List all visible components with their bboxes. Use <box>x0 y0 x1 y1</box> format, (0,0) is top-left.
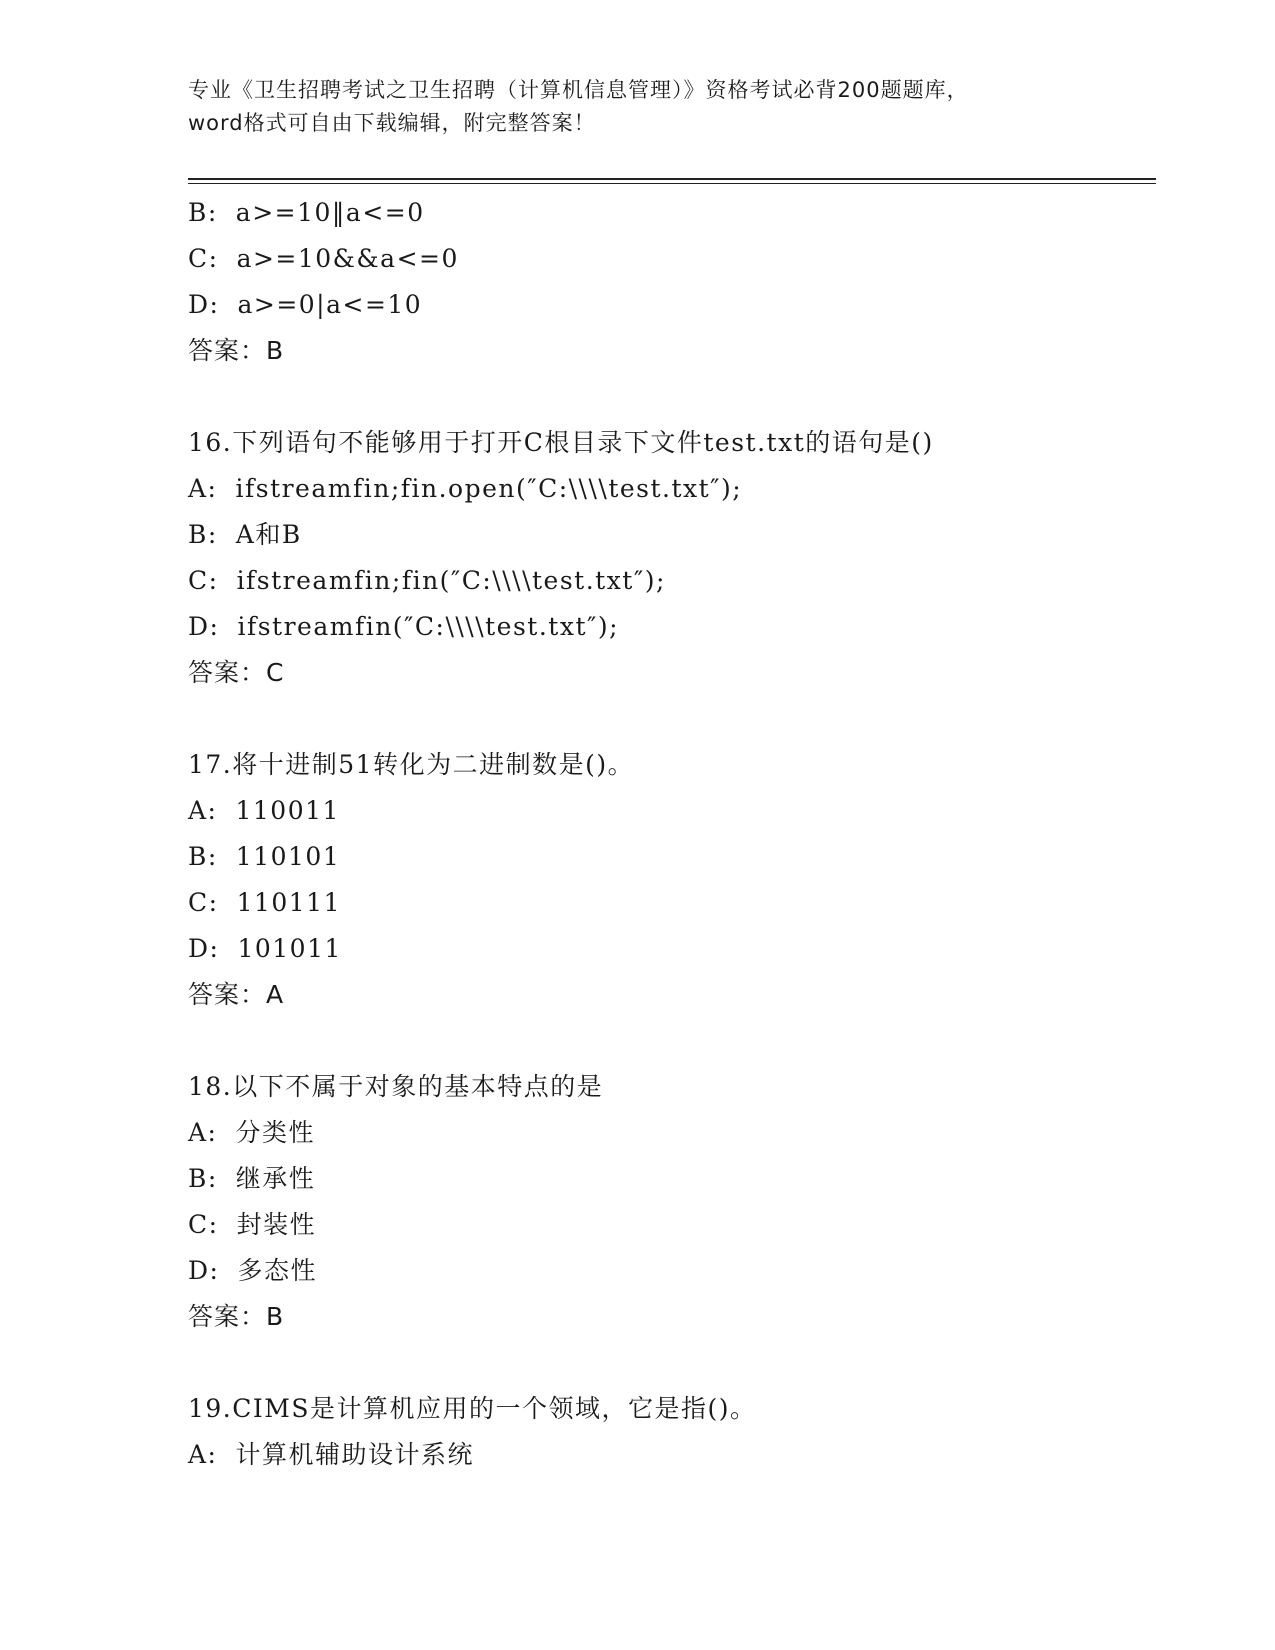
question-stem: 18.以下不属于对象的基本特点的是 <box>188 1072 604 1101</box>
option-line <box>188 880 1148 926</box>
option-label: A: <box>188 796 218 825</box>
option-line <box>188 282 1148 328</box>
option-text: ifstreamfin;fin(″C:\\\\test.txt″); <box>236 566 666 595</box>
header-divider-top <box>188 178 1156 180</box>
option-text: 110101 <box>235 842 341 871</box>
option-line <box>188 1156 1148 1202</box>
option-text: 多态性 <box>237 1256 317 1285</box>
option-line <box>188 788 1148 834</box>
option-line <box>188 190 1148 236</box>
answer-line: 答案：B <box>188 336 285 365</box>
option-label: B: <box>188 1164 218 1193</box>
option-label: D: <box>188 1256 220 1285</box>
option-label: C: <box>188 244 219 273</box>
option-line <box>188 1202 1148 1248</box>
answer-line: 答案：A <box>188 980 285 1009</box>
header-divider-bottom <box>188 183 1156 184</box>
answer-line: 答案：B <box>188 1302 285 1331</box>
answer-line: 答案：C <box>188 658 285 687</box>
option-line <box>188 558 1148 604</box>
option-text: 110011 <box>235 796 340 825</box>
question-content <box>188 190 1148 1478</box>
document-header <box>188 74 1088 140</box>
option-text: 继承性 <box>235 1164 316 1193</box>
option-label: A: <box>188 1118 218 1147</box>
option-label: B: <box>188 198 218 227</box>
option-text: 分类性 <box>235 1118 315 1147</box>
option-line <box>188 604 1148 650</box>
header-line-1: 专业《卫生招聘考试之卫生招聘（计算机信息管理）》资格考试必背200题题库， <box>188 78 969 102</box>
option-text: ifstreamfin(″C:\\\\test.txt″); <box>237 612 620 641</box>
option-label: D: <box>188 934 220 963</box>
option-line <box>188 834 1148 880</box>
option-label: C: <box>188 566 219 595</box>
option-label: D: <box>188 612 220 641</box>
option-label: C: <box>188 1210 219 1239</box>
question-stem: 16.下列语句不能够用于打开C根目录下文件test.txt的语句是() <box>188 428 934 457</box>
option-text: A和B <box>235 520 302 549</box>
option-label: B: <box>188 842 218 871</box>
option-label: D: <box>188 290 220 319</box>
header-line-2: word格式可自由下载编辑，附完整答案！ <box>188 111 596 135</box>
option-text: a>=10&&a<=0 <box>236 244 459 273</box>
option-label: A: <box>188 474 218 503</box>
option-label: B: <box>188 520 218 549</box>
question-stem: 19.CIMS是计算机应用的一个领域，它是指()。 <box>188 1394 757 1423</box>
option-text: 封装性 <box>236 1210 317 1239</box>
option-line <box>188 466 1148 512</box>
option-text: 101011 <box>237 934 342 963</box>
option-line <box>188 926 1148 972</box>
option-text: 110111 <box>236 888 341 917</box>
option-text: 计算机辅助设计系统 <box>235 1440 474 1469</box>
option-text: ifstreamfin;fin.open(″C:\\\\test.txt″); <box>235 474 743 503</box>
option-label: A: <box>188 1440 218 1469</box>
option-line <box>188 236 1148 282</box>
option-label: C: <box>188 888 219 917</box>
option-text: a>=0|a<=10 <box>237 290 423 319</box>
option-text: a>=10‖a<=0 <box>235 198 425 227</box>
option-line <box>188 512 1148 558</box>
option-line <box>188 1432 1148 1478</box>
question-stem: 17.将十进制51转化为二进制数是()。 <box>188 750 635 779</box>
option-line <box>188 1248 1148 1294</box>
option-line <box>188 1110 1148 1156</box>
